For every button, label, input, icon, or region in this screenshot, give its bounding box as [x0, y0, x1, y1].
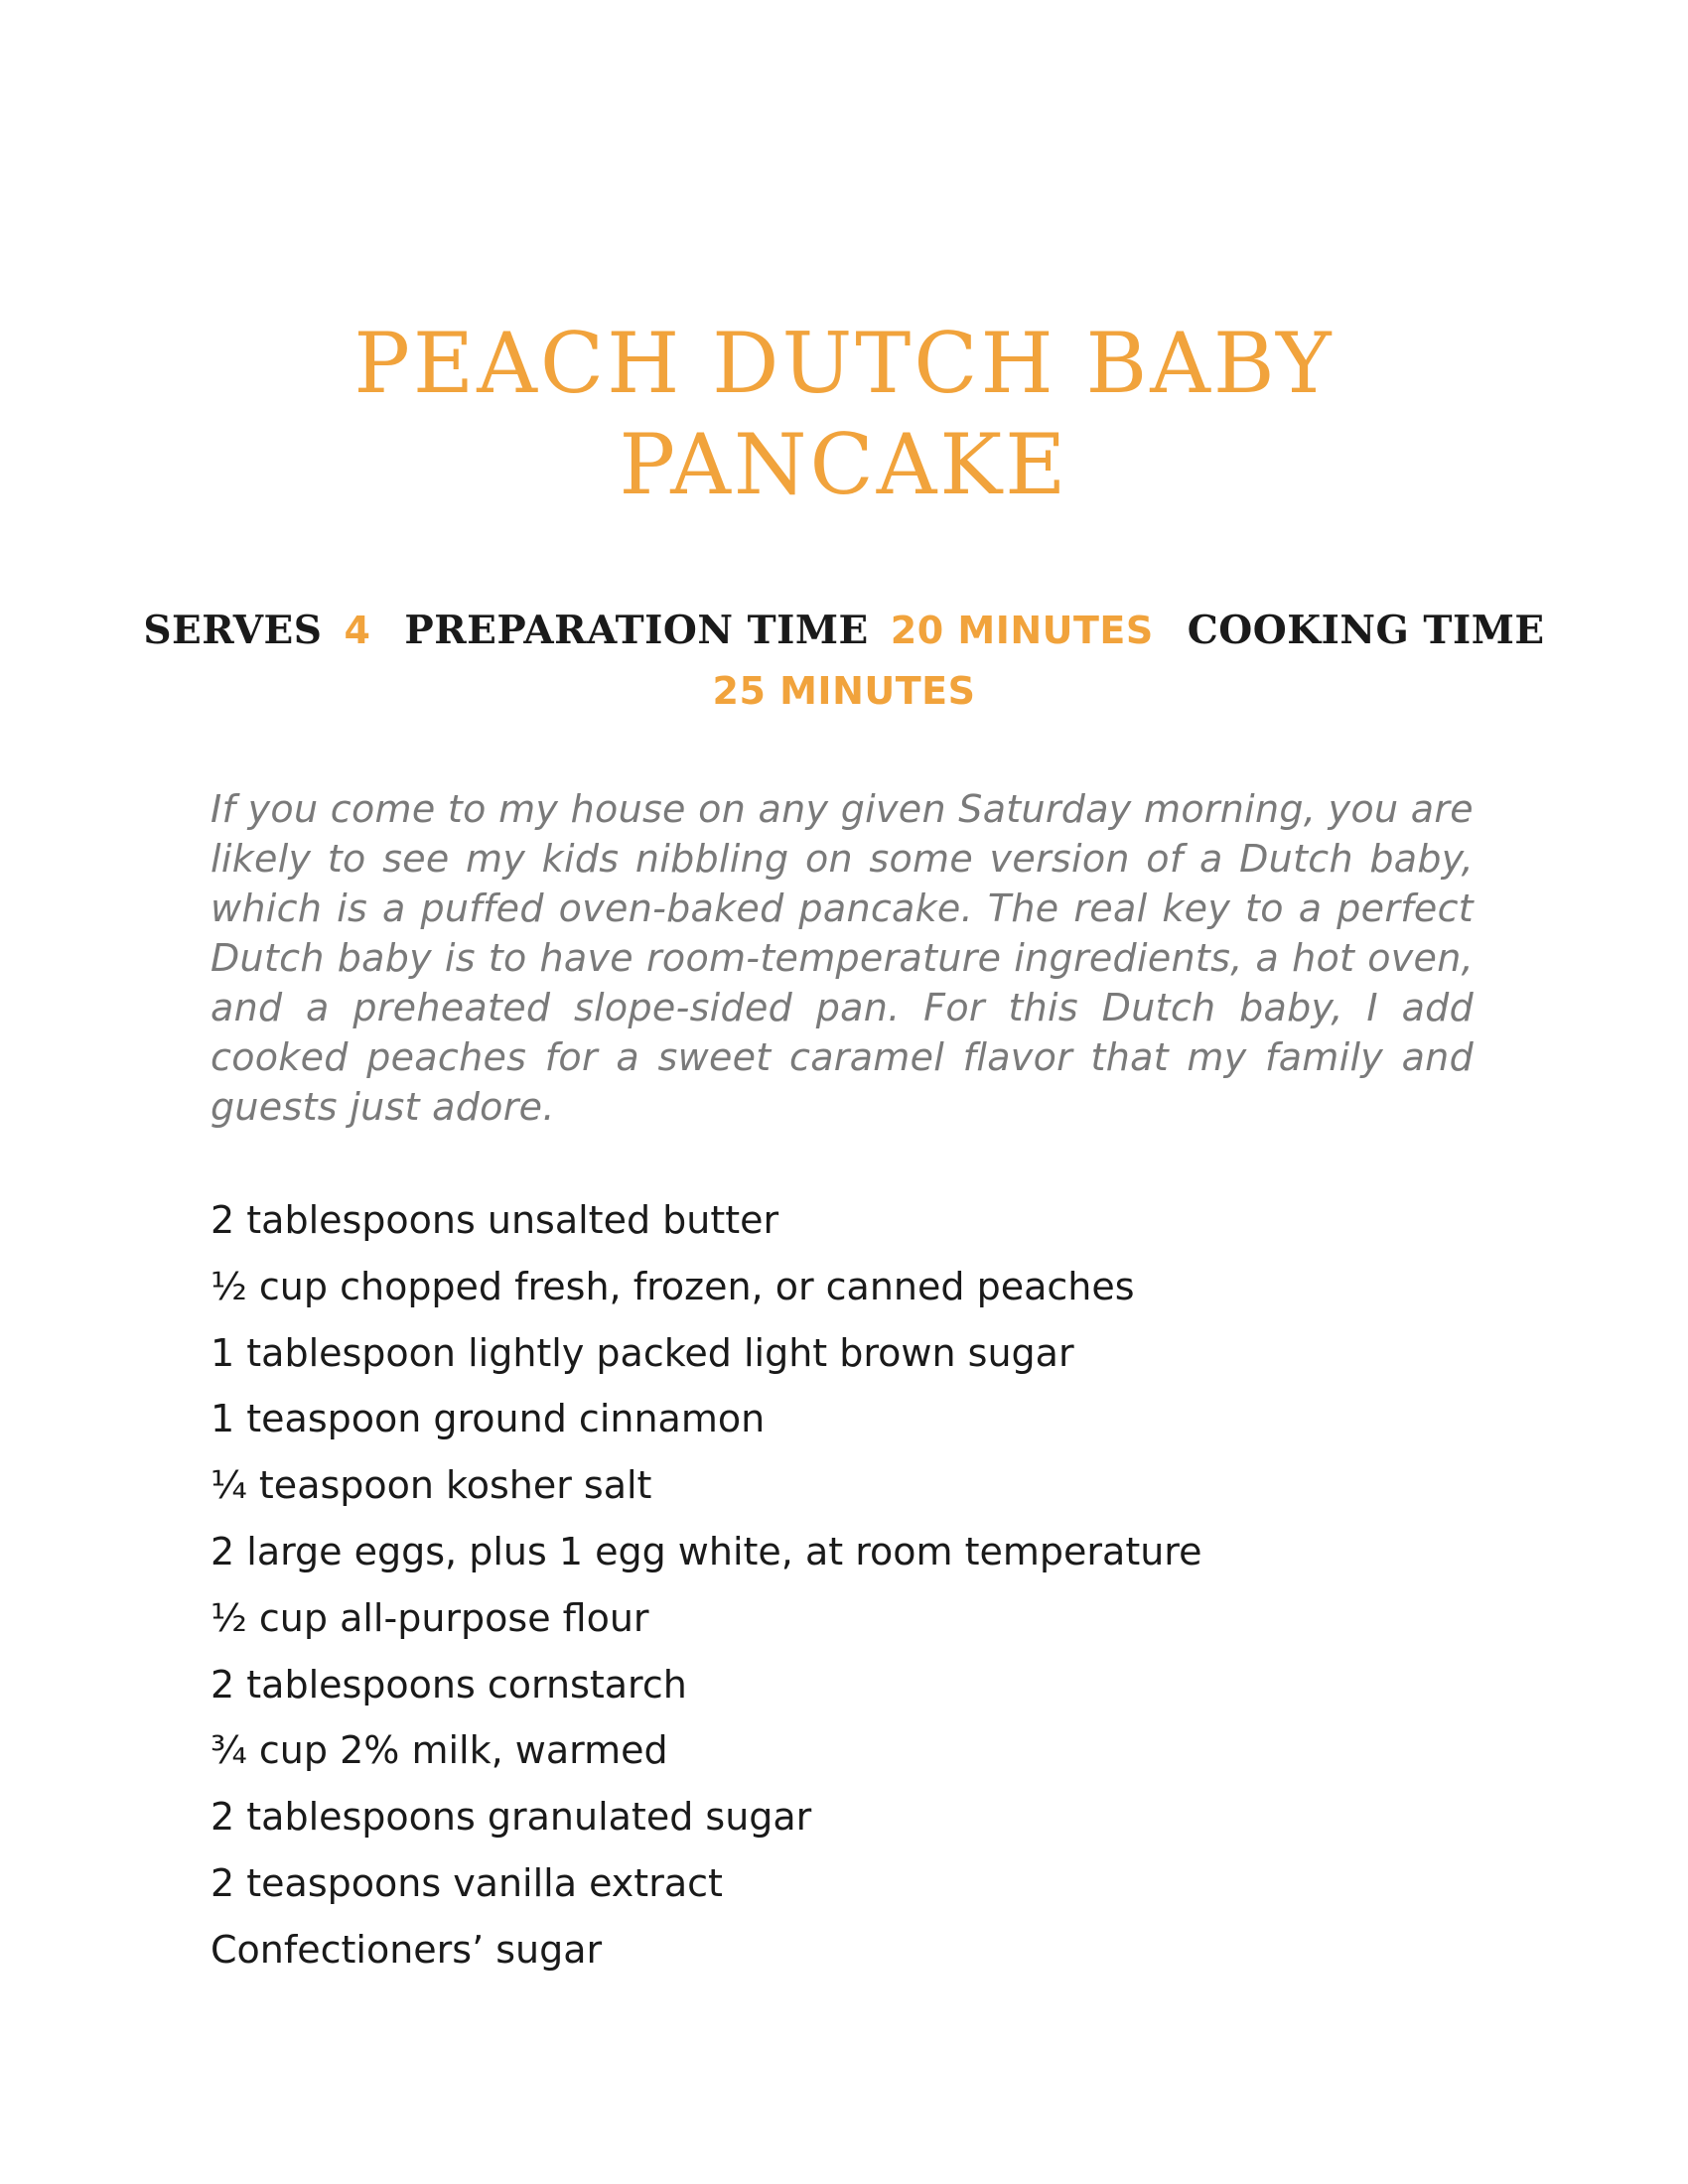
serves-value: 4: [344, 609, 371, 652]
recipe-meta-row: [0, 608, 1688, 653]
recipe-meta-row-continued: [0, 669, 1688, 713]
ingredient-item: ¼ teaspoon kosher salt: [211, 1463, 652, 1508]
prep-time-value: 20 MINUTES: [890, 609, 1154, 652]
ingredient-item: 1 teaspoon ground cinnamon: [211, 1397, 766, 1441]
cook-time-value: 25 MINUTES: [712, 669, 976, 713]
ingredient-item: 1 tablespoon lightly packed light brown sugar: [211, 1330, 1074, 1375]
cook-time-label: COOKING TIME: [1187, 608, 1545, 653]
serves-label: SERVES: [143, 608, 323, 653]
ingredient-item: 2 tablespoons granulated sugar: [211, 1795, 812, 1840]
ingredient-item: 2 tablespoons cornstarch: [211, 1662, 687, 1706]
prep-time-label: PREPARATION TIME: [404, 608, 869, 653]
ingredient-item: ½ cup all-purpose flour: [211, 1595, 649, 1640]
ingredient-item: 2 tablespoons unsalted butter: [211, 1198, 779, 1242]
ingredient-list: [211, 1187, 1501, 1983]
recipe-title-line-1: PEACH DUTCH BABY: [353, 315, 1335, 412]
recipe-title-line-2: PANCAKE: [619, 416, 1069, 513]
ingredient-item: ½ cup chopped fresh, frozen, or canned peaches: [211, 1264, 1135, 1308]
ingredient-item: ¾ cup 2% milk, warmed: [211, 1728, 668, 1773]
recipe-intro: If you come to my house on any given Saturday morning, you are likely to see my kids nibbling on some version of a Dutch baby, which is a puffed oven-baked pancake. The real key to a perfect Dutch baby is to have room-temperature ingredients, a hot oven, and a preheated slope-sided pan. For this Dutch baby, I add cooked peaches for a sweet caramel flavor that my family and guests just adore.: [211, 787, 1474, 1129]
ingredient-item: 2 teaspoons vanilla extract: [211, 1860, 723, 1905]
ingredient-item: 2 large eggs, plus 1 egg white, at room temperature: [211, 1529, 1202, 1573]
ingredient-item: Confectioners’ sugar: [211, 1927, 603, 1972]
